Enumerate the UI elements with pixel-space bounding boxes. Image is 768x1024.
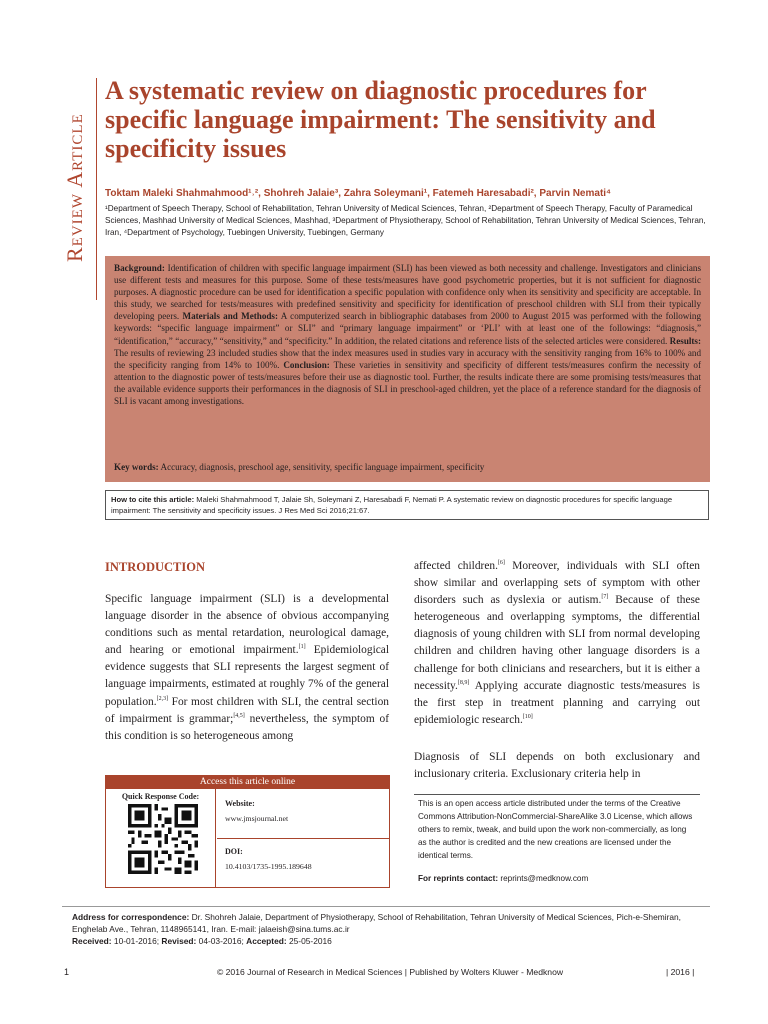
keywords-label: Key words: [114,462,159,472]
reprints-label: For reprints contact: [418,874,499,883]
results-label: Results: [669,335,701,346]
doi-label: DOI: [225,847,243,856]
citation-text: Maleki Shahmahmood T, Jalaie Sh, Soleymani Z, Haresabadi F, Nemati P. A systematic review on diagnostic procedures for specific language impairment: The sensitivity and specificity issues. J Res Med Sci 2016;21:67. [111,495,673,515]
methods-label: Materials and Methods: [182,311,278,322]
received-label: Received: [72,936,112,946]
doi-link[interactable]: 10.4103/1735-1995.189648 [225,862,312,871]
doi-row [217,839,389,871]
section-heading-introduction: INTRODUCTION [105,560,206,574]
citation-box [105,490,709,520]
intro-paragraph-1 [105,591,389,745]
text-run: Applying accurate diagnostic tests/measures is the first step in treatment planning and carrying out epidemiologic research. [414,679,700,726]
intro-paragraph-2 [414,558,700,729]
website-link[interactable]: www.jmsjournal.net [225,814,289,823]
access-box-header: Access this article online [106,776,389,789]
received-date: 10-01-2016 [113,936,157,946]
author-list: Toktam Maleki Shahmahmood¹˒², Shohreh Jalaie³, Zahra Soleymani¹, Fatemeh Haresabadi², Parvin Nemati⁴ [105,188,612,199]
abstract-text [114,262,701,407]
conclusion-text: These varieties in sensitivity and specificity of different tests/measures confirm the necessity of attention to the diagnostic power of tests/measures before their use as diagnostic tool. Further, the results indicate there are some promising tests/measures that the available evidence supports their performances in the diagnosis of SLI in preschool-aged children, yet the place of a reference standard for the diagnosis of SLI is vacant among investigations. [114,359,702,407]
reprints-contact [418,874,588,883]
text-run: Moreover, individuals with SLI often show similar and overlapping sets of symptom with other disorders such as dyslexia or autism. [414,560,701,607]
affiliations: ¹Department of Speech Therapy, School of Rehabilitation, Tehran University of Medical Sciences, Tehran, ²Department of Speech Therapy, Faculty of Paramedical Sciences, Mashhad University of Medical Sciences, Mashhad, ³Department of Physiotherapy, School of Rehabilitation, Tehran University of Medical Sciences, Tehran, Iran, ⁴Department of Psychology, Tuebingen University, Tuebingen, Germany [105,204,706,237]
text-run: Epidemiological evidence suggests that SLI represents the largest segment of language impairments, estimated at roughly 7% of the general population. [105,644,390,708]
reprints-email[interactable]: reprints@medknow.com [500,874,589,883]
text-run: For most children with SLI, the central section of impairment is grammar; [105,695,389,725]
background-text: Identification of children with specific language impairment (SLI) has been viewed as both necessity and challenge. Investigators and clinicians use different tests and measures for this purpose. Some of these tests/measures have good psychometric properties, but it is not sufficient for diagnostic purposes. A diagnostic procedure can be used for identification a specific population with confidence only when its sensitivity and specificity are acceptable. In this study, we searched for tests/measures with predefined sensitivity and specificity for identification of preschool children with SLI from their typically developing peers. [114,263,701,322]
website-row [217,789,389,839]
text-run: affected children. [414,560,498,572]
citation-ref[interactable]: [6] [497,560,505,567]
qr-code-icon[interactable] [128,804,198,874]
accepted-date: 25-05-2016 [288,936,332,946]
conclusion-label: Conclusion: [283,359,330,370]
qr-label: Quick Response Code: [121,792,200,801]
citation-ref[interactable]: [2,3] [156,695,169,702]
revised-label: Revised: [161,936,197,946]
citation-ref[interactable]: [7] [601,594,609,601]
keywords-text: Accuracy, diagnosis, preschool age, sensitivity, specific language impairment, specificity [160,462,485,472]
text-run: Specific language impairment (SLI) is a developmental language disorder in the absence of obvious accompanying conditions such as mental retardation, neurological damage, and hearing or emotional impairment. [105,593,389,657]
side-divider [96,78,97,300]
citation-ref[interactable]: [8,9] [457,679,470,686]
footer-year: | 2016 | [666,967,695,977]
citation-ref[interactable]: [10] [522,714,533,721]
background-label: Background: [114,263,165,273]
accepted-label: Accepted: [246,936,287,946]
intro-paragraph-3: Diagnosis of SLI depends on both exclusionary and inclusionary criteria. Exclusionary criteria help in [414,751,700,781]
revised-date: 04-03-2016 [198,936,242,946]
citation-ref[interactable]: [4,5] [233,712,245,719]
citation-label: How to cite this article: [111,495,195,504]
text-run: Because of these heterogeneous and overlapping symptoms, the differential diagnosis of young children with SLI from normal developing children and children having other language disorders is a challenge for both clinicians and researchers, but it is either a necessity. [414,594,700,692]
article-type-label: Review Article [62,113,87,262]
keywords [114,461,699,473]
correspondence-text: Dr. Shohreh Jalaie, Department of Physiotherapy, School of Rehabilitation, Tehran University of Medical Sciences, Pich-e-Shemiran, Enghelab Ave., Tehran, 1148965141, Iran. E-mail: jalaeish@sina.tums.ac.ir [72,912,682,934]
abstract-box [105,256,710,482]
page-number: 1 [64,967,70,977]
open-access-notice: This is an open access article distributed under the terms of the Creative Commons Attribution-NonCommercial-ShareAlike 3.0 License, which allows others to remix, tweak, and build upon the work non-commercially, as long as the author is credited and the new creations are licensed under the identical terms. [414,794,700,862]
correspondence-label: Address for correspondence: [72,912,190,922]
footer-copyright: © 2016 Journal of Research in Medical Sciences | Published by Wolters Kluwer - Medknow [216,967,564,977]
text-run: nevertheless, the symptom of this condition is so heterogeneous among [105,712,390,742]
results-text: The results of reviewing 23 included studies show that the index measures used in studies vary in accuracy with the sensitivity ranging from 16% to 100% and the specificity ranging from 14% to 100%. [114,347,701,370]
methods-text: A computerized search in bibliographic databases from 2000 to August 2015 was performed with the following keywords: “specific language impairment” or SLI” and “primary language impairment” or ‘PLI’ with at least one of the followings: “diagnosis,” “identification,” “accuracy,” “sensitivity,” and “specificity.” In addition, the related citations and reference lists of the selected articles were considered. [114,311,701,346]
qr-section [106,789,216,887]
citation-ref[interactable]: [1] [298,644,306,651]
correspondence-block: Address for correspondence: Dr. Shohreh Jalaie, Department of Physiotherapy, School of Rehabilitation, Tehran University of Medical Sciences, Pich-e-Shemiran, Enghelab Ave., Tehran, 1148965141, Iran. E-mail: jalaeish@sina.tums.ac.ir Received: 10-01-2016; Revised: 04-03-2016; Accepted: 25-05-2016 [72,912,682,946]
access-online-box [105,775,390,888]
correspondence-divider [62,906,710,907]
article-title: A systematic review on diagnostic procedures for specific language impairment: The sensitivity and specificity issues [105,76,656,163]
access-details [217,789,389,887]
website-label: Website: [225,799,255,808]
